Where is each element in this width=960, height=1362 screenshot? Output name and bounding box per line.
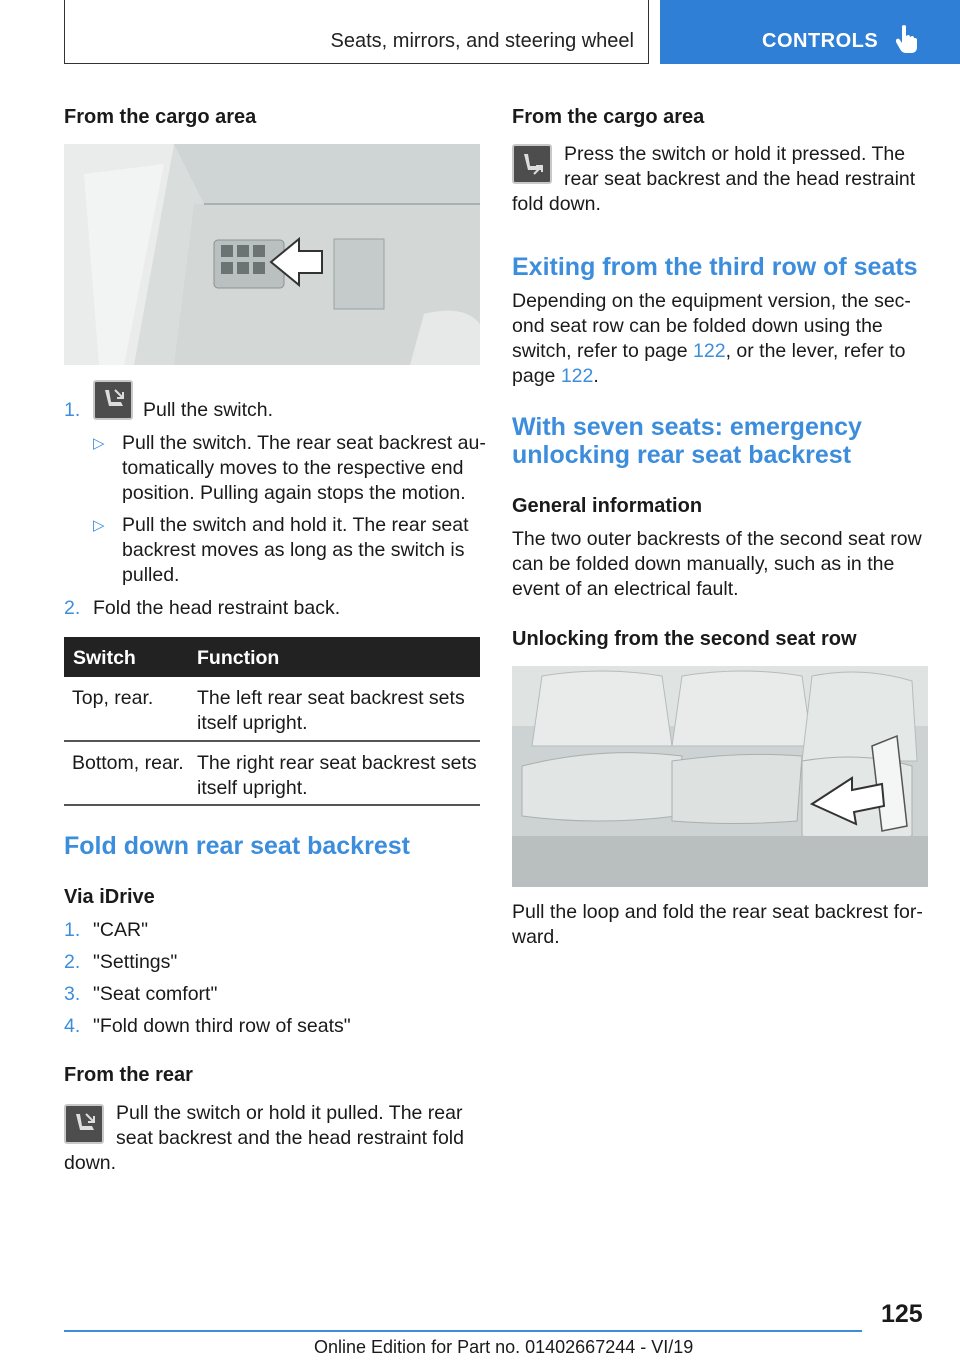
menu-3-text: "Seat comfort" (93, 983, 218, 1005)
seat-switch-icon (512, 144, 552, 184)
seat-switch-icon (93, 380, 133, 420)
subheading-unlocking: Unlocking from the second seat row (512, 628, 857, 650)
subheading-general-information: General information (512, 495, 703, 517)
exit-line-3-text: switch, refer to page (512, 340, 694, 362)
section-heading-fold: Fold down rear seat backrest (64, 832, 410, 860)
rear-line-3: down. (64, 1152, 117, 1174)
subheading-from-cargo-area: From the cargo area (64, 106, 257, 128)
header-tab-controls (660, 0, 960, 64)
bullet-1-line-3: position. Pulling again stops the motion. (122, 482, 466, 504)
cargo-area-photo (64, 144, 480, 365)
step-1-text: Pull the switch. (143, 399, 274, 421)
bullet-triangle-icon: ▷ (93, 517, 105, 534)
pointing-hand-icon (896, 24, 918, 54)
menu-3-number: 3. (64, 983, 81, 1005)
page-link-122[interactable]: 122 (560, 365, 594, 387)
menu-2-text: "Settings" (93, 951, 178, 973)
cargo-right-line-2: rear seat backrest and the head restraint (564, 168, 916, 190)
rear-line-1: Pull the switch or hold it pulled. The rear (116, 1102, 463, 1124)
bullet-1-line-2: tomatically moves to the respective end (122, 457, 464, 479)
footer-rule (64, 1330, 862, 1332)
table-header (64, 637, 480, 677)
bullet-triangle-icon: ▷ (93, 435, 105, 452)
table-bottom-line (64, 804, 480, 806)
bullet-1-line-1: Pull the switch. The rear seat backrest au- (122, 432, 486, 454)
header-frame (64, 0, 649, 64)
exit-line-4-text: page (512, 365, 561, 387)
section-heading-exit: Exiting from the third row of seats (512, 253, 918, 281)
header-title: Seats, mirrors, and steering wheel (330, 30, 634, 52)
exit-line-3-text-b: , or the lever, refer to (725, 340, 906, 362)
step-1-number: 1. (64, 399, 81, 421)
rear-line-2: seat backrest and the head restraint fold (116, 1127, 464, 1149)
table-row-2-function-1: The right rear seat backrest sets (197, 752, 477, 774)
step-2-text: Fold the head restraint back. (93, 597, 341, 619)
table-row-1-switch: Top, rear. (72, 687, 154, 709)
subheading-via-idrive: Via iDrive (64, 886, 155, 908)
pull-loop-line-1: Pull the loop and fold the rear seat backrest for- (512, 901, 923, 923)
exit-line-2: ond seat row can be folded down using the (512, 315, 883, 337)
general-line-3: event of an electrical fault. (512, 578, 739, 600)
pull-loop-line-2: ward. (512, 926, 560, 948)
menu-2-number: 2. (64, 951, 81, 973)
general-line-2: can be folded down manually, such as in the (512, 553, 895, 575)
footer-edition: Online Edition for Part no. 01402667244 - VI/19 (314, 1337, 694, 1357)
table-header-function: Function (197, 647, 280, 669)
exit-line-4-text-b: . (593, 365, 599, 387)
bullet-2-line-2: backrest moves as long as the switch is (122, 539, 465, 561)
seat-switch-icon (64, 1104, 104, 1144)
general-line-1: The two outer backrests of the second seat row (512, 528, 922, 550)
cargo-right-line-3: fold down. (512, 193, 601, 215)
menu-4-number: 4. (64, 1015, 81, 1037)
subheading-from-cargo-area-right: From the cargo area (512, 106, 705, 128)
table-row-2-switch: Bottom, rear. (72, 752, 184, 774)
table-row-1-function-2: itself upright. (197, 712, 308, 734)
section-heading-seven-seats-1: With seven seats: emergency (512, 413, 862, 441)
menu-4-text: "Fold down third row of seats" (93, 1015, 351, 1037)
tab-label: CONTROLS (762, 30, 879, 52)
bullet-2-line-3: pulled. (122, 564, 180, 586)
second-seat-row-photo (512, 666, 928, 887)
bullet-2-line-1: Pull the switch and hold it. The rear seat (122, 514, 469, 536)
cargo-right-line-1: Press the switch or hold it pressed. The (564, 143, 906, 165)
section-heading-seven-seats-2: unlocking rear seat backrest (512, 441, 852, 469)
table-row-2-function-2: itself upright. (197, 777, 308, 799)
exit-line-3 (512, 339, 905, 364)
menu-1-text: "CAR" (93, 919, 149, 941)
page-link-122[interactable]: 122 (693, 340, 726, 362)
exit-line-4 (512, 364, 599, 389)
table-divider (64, 740, 480, 742)
table-row-1-function-1: The left rear seat backrest sets (197, 687, 465, 709)
page-number: 125 (881, 1300, 923, 1328)
exit-line-1: Depending on the equipment version, the sec- (512, 290, 911, 312)
step-2-number: 2. (64, 597, 81, 619)
menu-1-number: 1. (64, 919, 81, 941)
subheading-from-rear: From the rear (64, 1064, 193, 1086)
table-header-switch: Switch (73, 647, 136, 669)
